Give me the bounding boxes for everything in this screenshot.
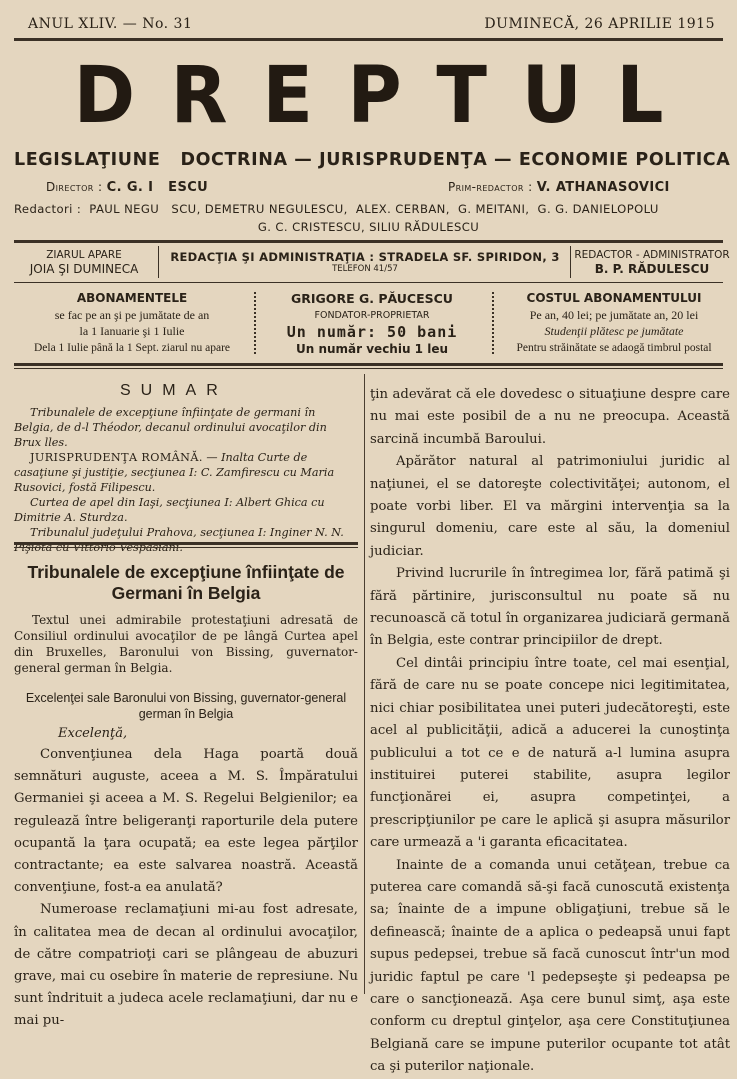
prim-redactor-label: Prim-redactor : (448, 180, 533, 194)
summary-body (14, 405, 354, 555)
summary-entry-caps: JURISPRUDENŢA ROMÂNĂ. (30, 451, 203, 464)
title-letter: P (347, 51, 402, 141)
article-paragraph: Convenţiunea dela Haga poartă două semnături auguste, aceea a M. S. Împăratului Germaniei şi aceea a M. S. Regelui Belgienilor; ea regulează între beligeranţi raporturile dela putere ocupantă la ţara ocupată; ea este legea părţilor contractante; ea este salvarea noastră. Această convenţiune, fost-a ea anulată? (14, 747, 358, 896)
cost-box (496, 290, 732, 356)
director-name: C. G. I ESCU (106, 180, 209, 195)
title-letter: R (170, 51, 228, 141)
redactori-line-2: G. C. CRISTESCU, SILIU RĂDULESCU (257, 220, 480, 234)
subscriptions-line: Dela 1 Iulie până la 1 Sept. ziarul nu apare (33, 341, 231, 354)
publication-days-box (14, 248, 154, 276)
founder-title: FONDATOR-PROPRIETAR (314, 310, 430, 321)
issue-date: DUMINECĂ, 26 APRILIE 1915 (484, 16, 715, 32)
article-left-column (14, 744, 358, 1033)
subscriptions-title: ABONAMENTELE (76, 291, 188, 305)
header-rule (14, 240, 723, 243)
title-letter: D (73, 51, 136, 141)
title-letter: E (261, 51, 313, 141)
article-paragraph: Cel dintâi principiu între toate, cel mai esenţial, fără de care nu se poate concepe nici legitimitatea, nici chiar posibilitatea unei puteri judecătoreşti, este acel al publicităţii, adică a aducerei la cunoştinţa publicului a tot ce e de natură a-l lumina asupra instituirei puterei stabilite, asupra legilor funcţionărei ei, asupra competinţei, a prescripţiunilor pe care le aplică şi asupra măsurilor care urmează a 'i garanta eficacitatea. (370, 655, 730, 851)
apare-days: JOIA ŞI DUMINECA (29, 262, 139, 276)
summary-rule-thin (14, 547, 358, 548)
cost-line: Studenţii plătesc pe jumătate (544, 324, 684, 338)
cost-line: Pe an, 40 lei; pe jumătate an, 20 lei (529, 307, 699, 322)
director-label: Director : (46, 180, 103, 194)
summary-title: SUMAR (120, 382, 228, 399)
ornament-divider (492, 292, 494, 354)
cost-line: Pentru străinătate se adaogă timbrul postal (516, 341, 712, 354)
summary-entry: Tribunalele de excepţiune înfiinţate de germani în Belgia, de d-l Théodor, decanul ordinului avocaţilor din Brux lles. (14, 406, 327, 449)
title-letter: T (436, 51, 487, 141)
subscriptions-box (14, 290, 250, 356)
subscriptions-line: se fac pe an şi pe jumătate de an (54, 307, 210, 322)
newspaper-title (20, 51, 717, 141)
article-paragraph: Numeroase reclamaţiuni mi-au fost adresate, în calitatea mea de decan al ordinului avocaţilor, de către compatrioţi cari se plângeau de abuzuri grave, mai cu osebire în materie de represiune. Nu sunt îndrituit a judeca acele reclamaţiuni, dar nu e mai pu- (14, 902, 358, 1029)
title-letter: U (521, 51, 582, 141)
article-salutation: Excelenţei sale Baronului von Bissing, guvernator-general german în Belgia (25, 691, 347, 721)
office-phone: TELEFON 41/57 (332, 264, 398, 274)
summary-entry: Tribunalul judeţului Prahova, secţiunea I: Inginer N. N. Pişiota cu Vittorio Vespasiani. (14, 526, 344, 554)
redactori-line-1: Redactori : PAUL NEGU SCU, DEMETRU NEGULESCU, ALEX. CERBAN, G. MEITANI, G. G. DANIELOPOLU (14, 202, 659, 216)
article-intro (14, 612, 358, 676)
article-paragraph: ţin adevărat că ele dovedesc o situaţiune despre care nu mai este posibil de a nu ne preocupa. Această sarcină incumbă Baroului. (370, 387, 730, 447)
prim-redactor-line (448, 180, 670, 195)
redactor-admin-label: REDACTOR - ADMINISTRATOR (574, 249, 730, 261)
article-right-column (370, 384, 730, 1079)
issue-price-old: Un număr vechiu 1 leu (295, 342, 449, 356)
title-letter: L (616, 51, 664, 141)
article-title: Tribunalele de excepţiune înfiinţate de Germani în Belgia (27, 562, 345, 603)
divider (570, 246, 571, 278)
founder-box (258, 290, 486, 358)
article-paragraph: Apărător natural al patrimoniului juridic al naţiunei, el se datoreşte colectivităţei; autonom, el poate vorbi liber. El va mărgini intervenţia sa la singurul domeniu, care este al său, la domeniul judiciar. (370, 454, 730, 559)
cost-title: COSTUL ABONAMENTULUI (526, 291, 702, 305)
summary-entry: Curtea de apel din Iaşi, secţiunea I: Albert Ghica cu Dimitrie A. Sturdza. (14, 496, 325, 524)
article-paragraph: Privind lucrurile în întregimea lor, fără patimă şi fără părtinire, jurisconsultul nu poate să nu recunoască că totul în organizarea judiciară germană în Belgia, este contrar principiilor de drept. (370, 566, 730, 649)
top-rule (14, 38, 723, 41)
summary-rule (14, 542, 358, 545)
article-greeting: Excelenţă, (58, 726, 128, 741)
issue-number: ANUL XLIV. — No. 31 (28, 16, 193, 32)
masthead-bottom-rule-thin (14, 368, 723, 369)
masthead-bottom-rule (14, 363, 723, 366)
article-intro-text: Textul unei admirabile protestaţiuni adresată de Consiliul ordinului avocaţilor de pe lângă Curtea apel din Bruxelles, Baronului von Bissing, guvernator-general german în Belgia. (14, 613, 358, 675)
director-line (46, 180, 208, 195)
summary-entry (14, 450, 354, 495)
summary-entry-text: — Inalta Curte de casaţiune şi justiţie, secţiunea I: C. Zamfirescu cu Maria Rusovici, fostă Filipescu. (14, 451, 335, 494)
newspaper-subtitle: LEGISLAŢIUNE DOCTRINA — JURISPRUDENŢA — ECONOMIE POLITICA (14, 150, 731, 170)
article-paragraph: Inainte de a comanda unui cetăţean, trebue ca puterea care comandă să-şi facă cunoscută existenţa sa; înainte de a impune obligaţiuni, trebue să le definească; înainte de a aplica o pedeapsă unui fapt supus pedepsei, trebue să facă cunoscut într'un mod juridic faptul pe care 'l pedepseşte şi pedeapsa pe care o sancţionează. Aşa cere bunul simţ, aşa este conform cu dreptul ginţelor, aşa cere Constituţiunea Belgiană care se impune puterilor ocupante tot atât ca şi puterilor naţionale. (370, 857, 730, 1075)
ornament-divider (254, 292, 256, 354)
redactor-admin-name: B. P. RĂDULESCU (594, 262, 710, 276)
office-address: REDACŢIA ŞI ADMINISTRAŢIA : STRADELA SF. SPIRIDON, 3 (170, 250, 560, 264)
infobar-rule (14, 282, 723, 283)
office-box (160, 250, 570, 274)
column-rule (364, 374, 365, 994)
divider (158, 246, 159, 278)
apare-label: ZIARUL APARE (46, 249, 122, 261)
prim-redactor-name: V. ATHANASOVICI (536, 180, 670, 195)
founder-name: GRIGORE G. PĂUCESCU (291, 291, 453, 306)
issue-price: Un număr: 50 bani (286, 323, 458, 341)
subscriptions-line: la 1 Ianuarie şi 1 Iulie (79, 324, 185, 338)
redactor-admin-box (572, 248, 732, 276)
